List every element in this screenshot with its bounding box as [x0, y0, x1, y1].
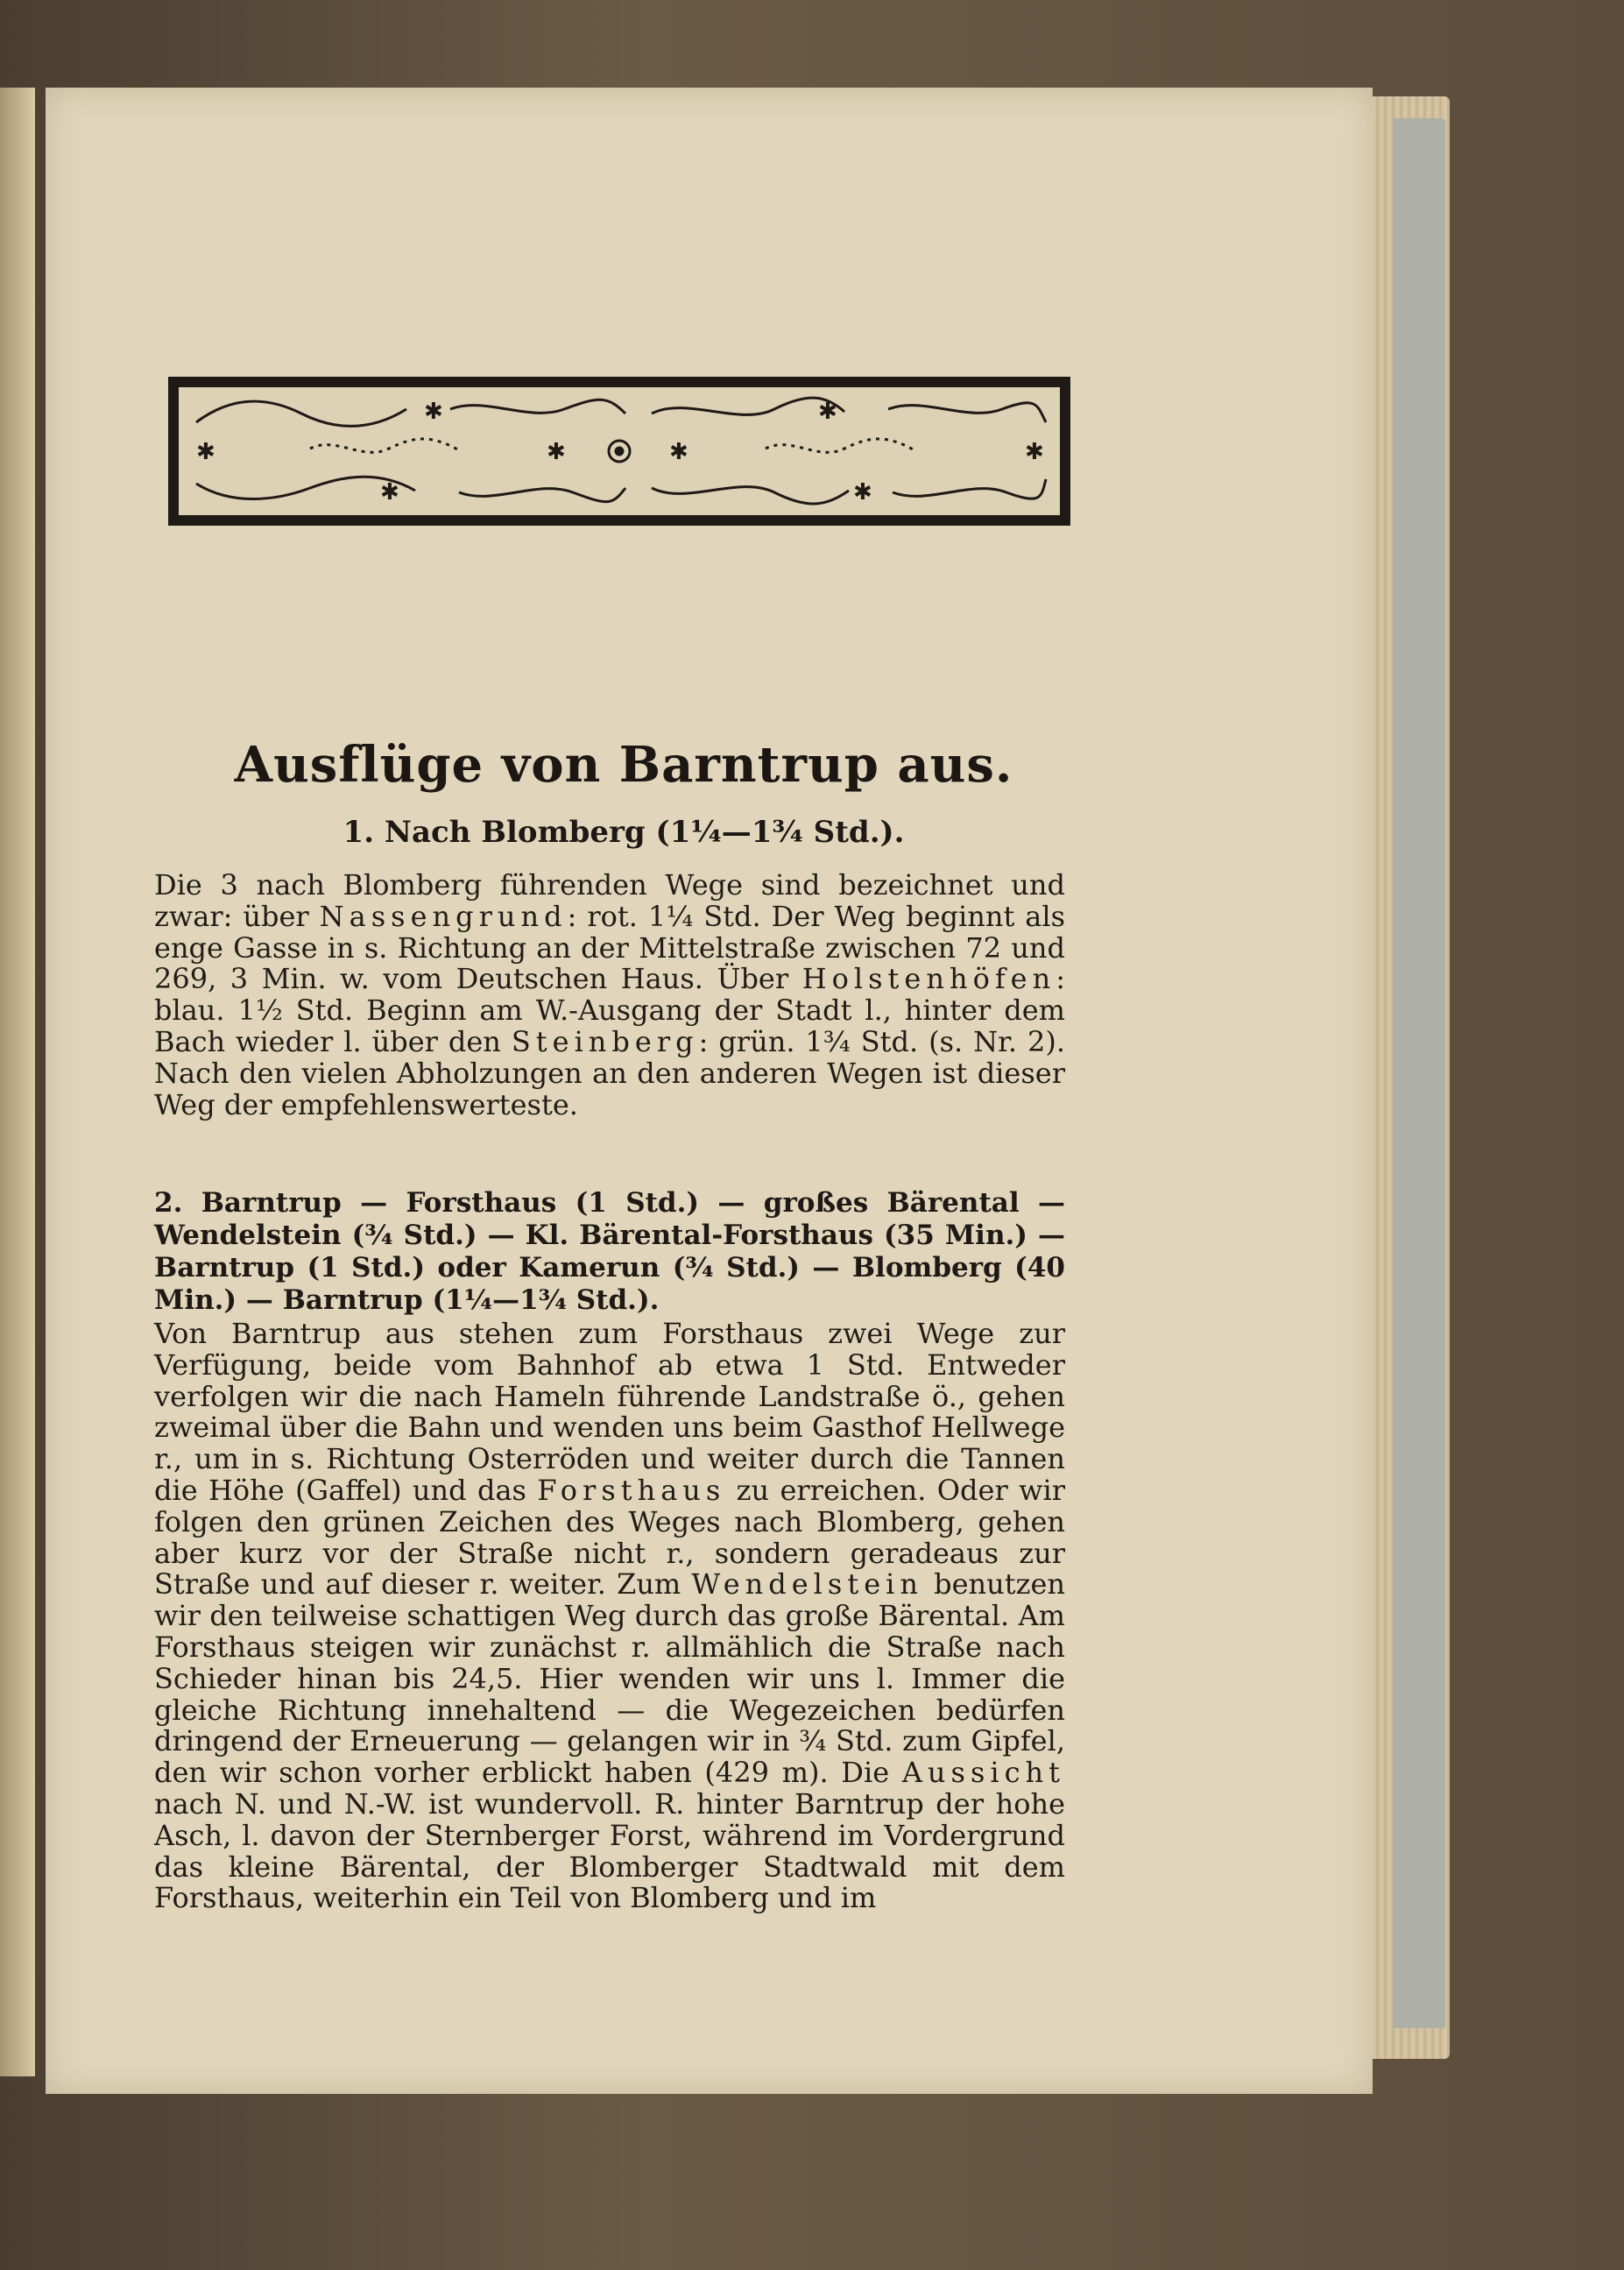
bold-route-segment: Barntrup: [282, 1284, 423, 1316]
spaced-place-name: Steinberg: [511, 1024, 699, 1058]
route-duration: (1 Std.) —: [556, 1187, 764, 1219]
bold-route-segment: Barntrup — Forsthaus: [201, 1187, 557, 1219]
svg-text:✱: ✱: [196, 439, 215, 465]
route-duration: (1 Std.) oder: [294, 1252, 519, 1284]
page-title: Ausflüge von Barntrup aus.: [234, 736, 1013, 794]
route-duration: (¾ Std.) —: [341, 1220, 526, 1251]
route-duration: (35 Min.) —: [872, 1220, 1066, 1251]
text-run: : grün. 1¾ Std. (s. Nr. 2). Nach den vielen Abholzungen an den anderen Wegen ist dieser Weg der empfehlenswerteste.: [154, 1024, 1066, 1121]
svg-text:✱: ✱: [380, 479, 399, 506]
spaced-place-name: Forsthaus: [537, 1473, 726, 1507]
text-run: Von Barntrup aus stehen zum Forsthaus zwei Wege zur Verfügung, beide vom Bahnhof ab etwa 1 Std. Entweder verfolgen wir die nach Hameln führende Landstraße ö., gehen zweimal über die Bahn und wenden uns beim Gasthof Hellwege r., um in s. Richtung Osterröden und weiter durch die Tannen die Höhe (Gaffel) und das: [154, 1317, 1065, 1507]
flourish-icon: [179, 387, 1060, 515]
section-1-heading: [177, 815, 1070, 850]
svg-text:✱: ✱: [669, 439, 688, 465]
bold-route-segment: Kl. Bärental-Forsthaus: [525, 1220, 873, 1251]
text-run: nach N. und N.-W. ist wundervoll. R. hinter Barntrup der hohe Asch, l. davon der Sternberger Forst, während im Vordergrund das kleine Bärental, der Blomberger Stadtwald mit dem Forsthaus, weiterhin ein Teil von Blomberg und im: [154, 1786, 1065, 1915]
section-1-text: [154, 870, 1065, 1121]
bold-route-segment: Barntrup: [154, 1252, 295, 1284]
svg-text:✱: ✱: [853, 479, 872, 506]
text-run: : rot. 1¼ Std. Der Weg beginnt als enge Gasse in s. Richtung an der Mittelstraße zwischen 72 und 269, 3 Min. w. vom Deutschen Haus. Über: [154, 899, 1065, 996]
svg-text:✱: ✱: [547, 439, 566, 465]
section-2-number: 2.: [154, 1187, 201, 1219]
bold-route-segment: Kamerun: [519, 1252, 660, 1284]
text-run: : blau. 1½ Std. Beginn am W.-Ausgang der Stadt l., hinter dem Bach wieder l. über den: [154, 962, 1065, 1058]
route-duration: (¾ Std.) —: [660, 1252, 852, 1284]
section-1-number: 1.: [342, 815, 375, 850]
spaced-place-name: Nassengrund: [319, 899, 568, 933]
route-duration: (40 Min.) —: [154, 1252, 1065, 1316]
spaced-place-name: Holstenhöfen: [801, 962, 1056, 996]
section-1-duration: (1¼—1¾ Std.).: [655, 815, 905, 850]
svg-text:✱: ✱: [1025, 439, 1044, 465]
text-run: Die 3 nach Blomberg führenden Wege sind bezeichnet und zwar: über: [154, 868, 1065, 933]
section-2-heading: [154, 1187, 1065, 1317]
bold-route-segment: großes Bärental — Wendelstein: [154, 1187, 1065, 1251]
svg-text:✱: ✱: [818, 399, 837, 425]
svg-text:✱: ✱: [424, 399, 443, 425]
route-duration: (1¼—1¾ Std.).: [422, 1284, 660, 1316]
book-page: [46, 88, 1373, 2094]
bold-route-segment: Blomberg: [851, 1252, 1002, 1284]
book-cover-edge: [1393, 118, 1445, 2028]
section-2-text: [154, 1319, 1065, 1914]
spaced-place-name: Wendelstein: [691, 1567, 923, 1602]
ornamental-header-vignette: [168, 377, 1070, 526]
spaced-place-name: Aussicht: [901, 1756, 1065, 1790]
section-1-heading-bold: Nach Blomberg: [384, 815, 646, 850]
previous-page-edge: [0, 88, 35, 2076]
text-run: benutzen wir den teilweise schattigen Weg durch das große Bärental. Am Forsthaus steigen wir zunächst r. allmählich die Straße nach Schieder hinan bis 24,5. Hier wenden wir uns l. Immer die gleiche Richtung innehaltend — die Wegezeichen bedürfen dringend der Erneuerung — gelangen wir in ¾ Std. zum Gipfel, den wir schon vorher erblickt haben (429 m). Die: [154, 1567, 1066, 1790]
ornament-frame: [177, 385, 1062, 517]
text-run: zu erreichen. Oder wir folgen den grünen Zeichen des Weges nach Blomberg, gehen aber kurz vor der Straße nicht r., sondern geradeaus zur Straße und auf dieser r. weiter. Zum: [154, 1473, 1066, 1602]
